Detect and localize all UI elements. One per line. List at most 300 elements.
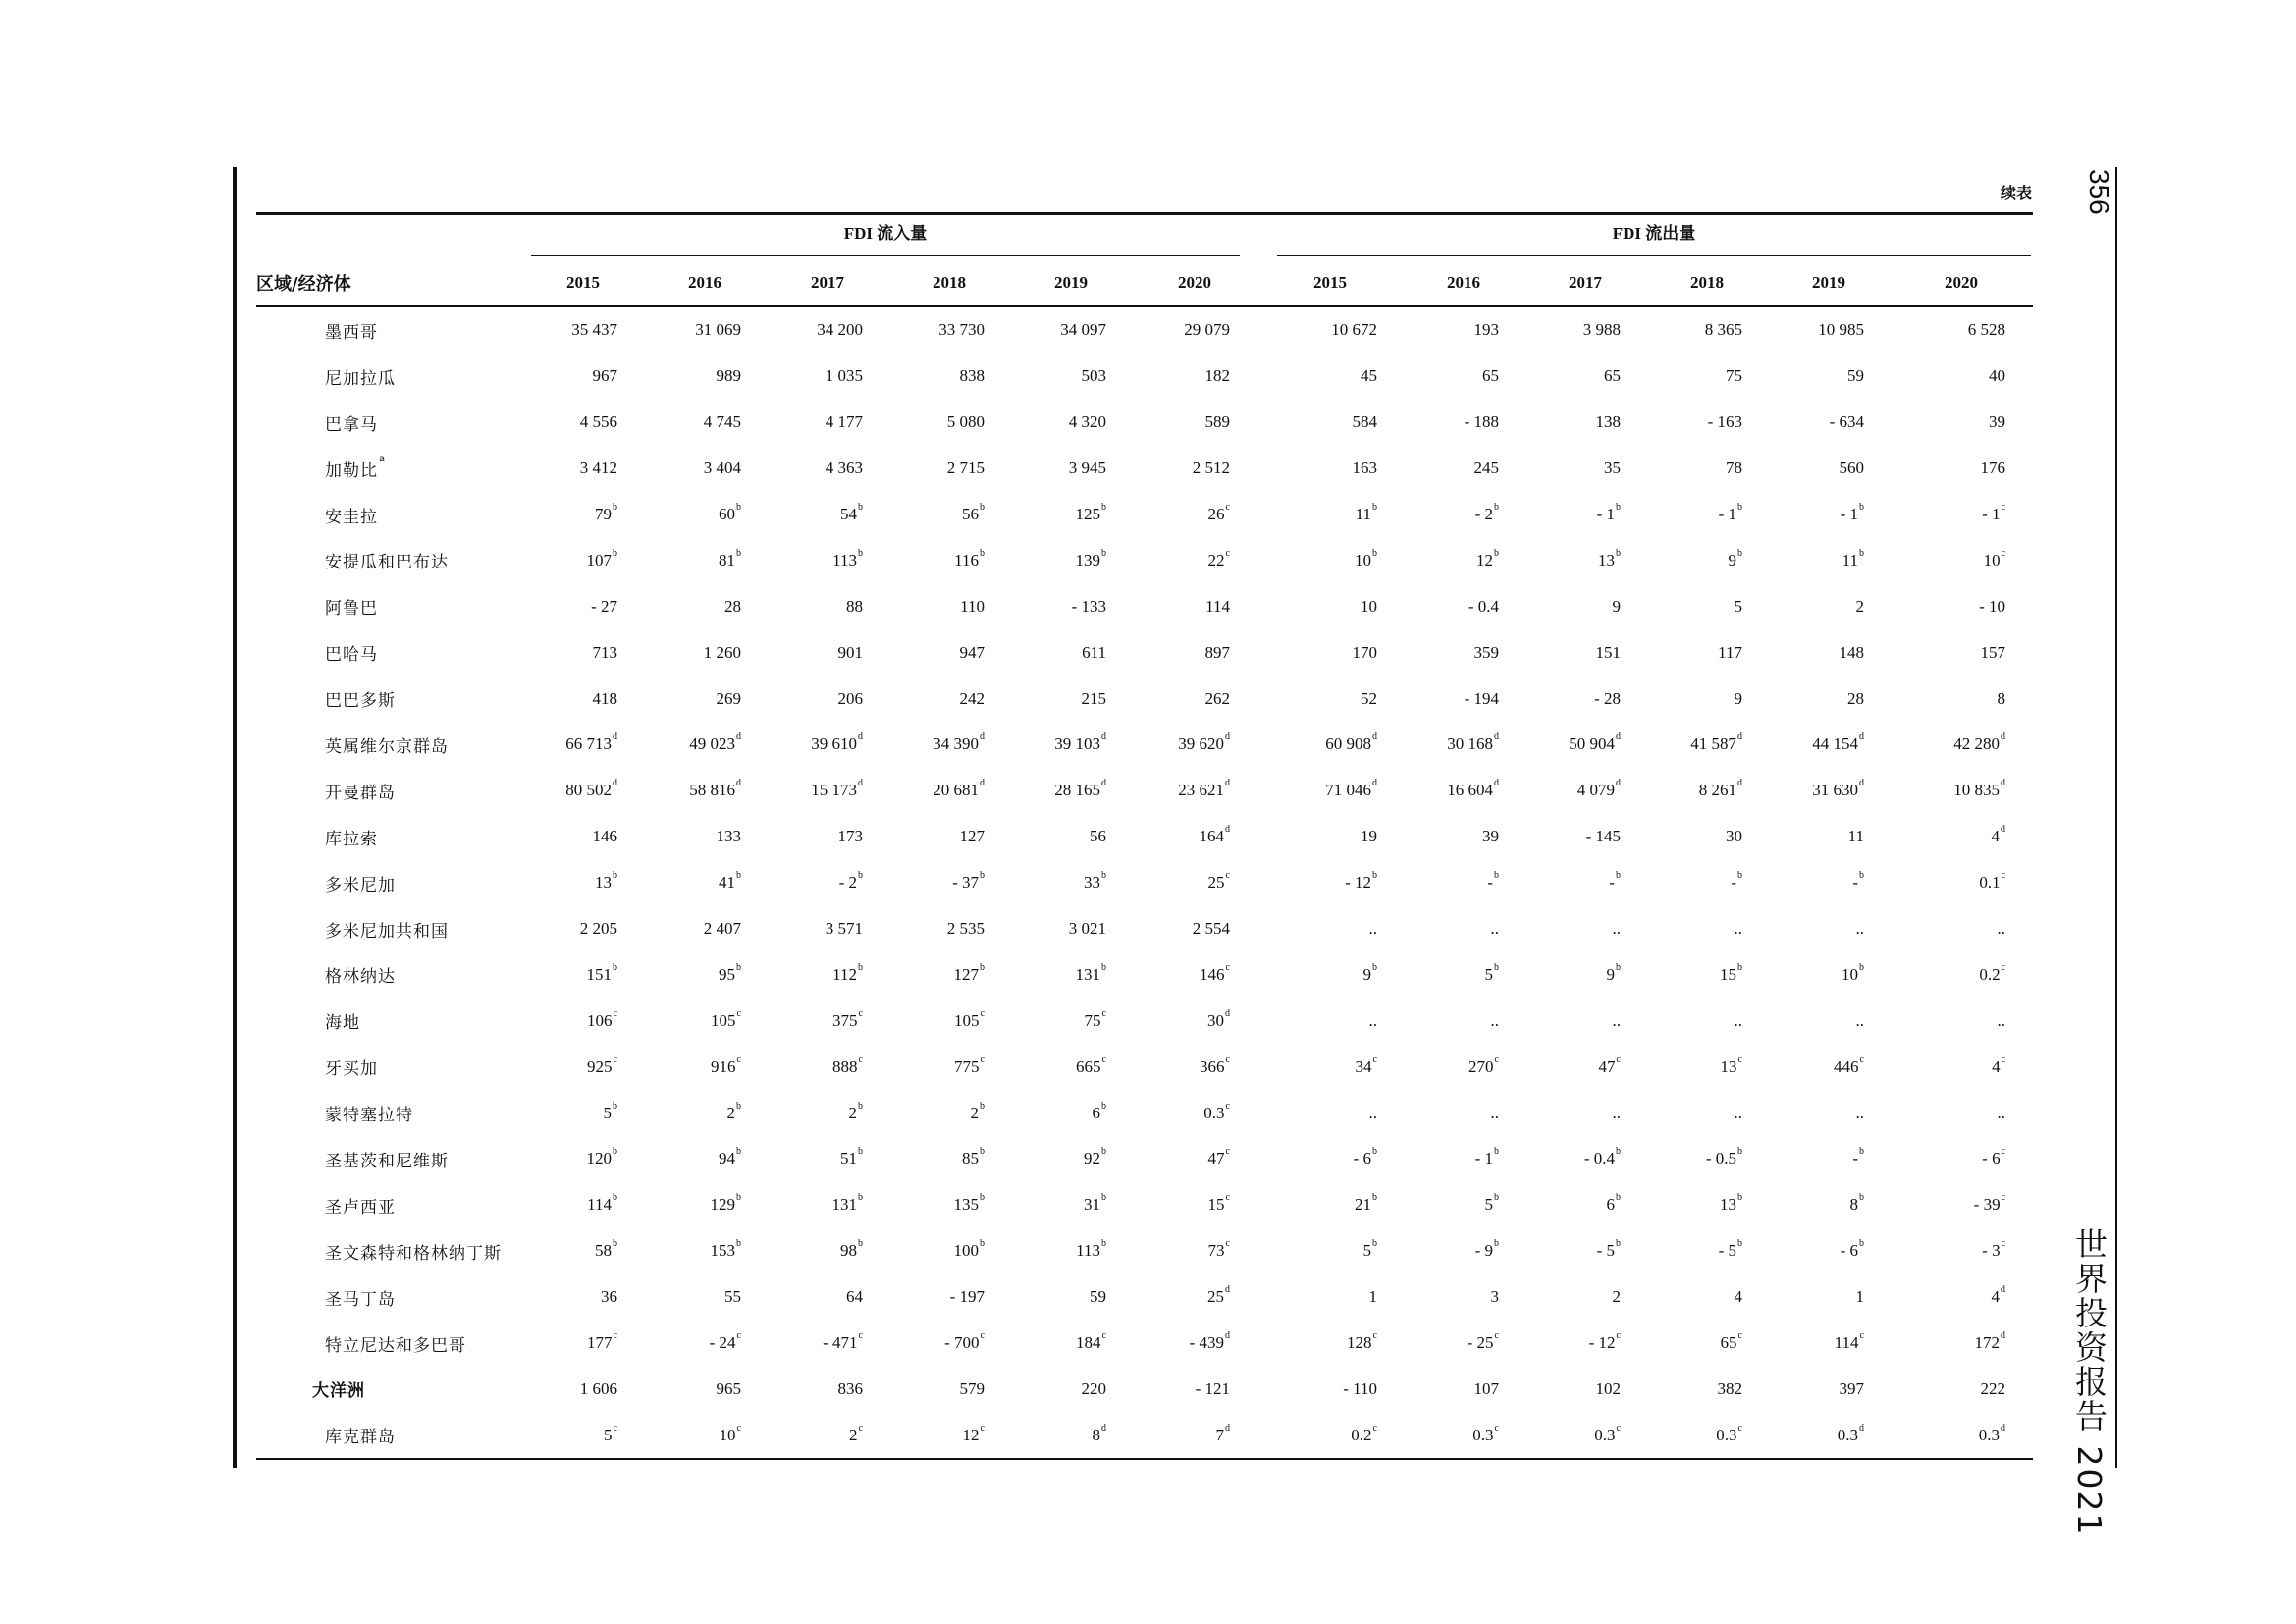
inflow-cell (643, 906, 767, 952)
cell-value: 446 (1834, 1056, 1859, 1076)
footnote-marker: b (980, 1146, 985, 1158)
economy-name (256, 1090, 523, 1136)
footnote-marker: a (379, 453, 387, 464)
inflow-cell (1010, 1366, 1132, 1412)
outflow-cell (1403, 1136, 1524, 1182)
footnote-marker: c (858, 1422, 863, 1434)
cell-value: 206 (837, 688, 863, 708)
outflow-cell (1890, 583, 2033, 629)
table-row (256, 1321, 2033, 1367)
cell-value: 33 730 (938, 320, 985, 340)
inflow-cell (643, 446, 767, 492)
table-row (256, 951, 2033, 998)
inflow-cell (888, 1228, 1010, 1274)
outflow-cell (1768, 583, 1890, 629)
outflow-cell (1890, 1274, 2033, 1321)
year-header: 2017 (767, 260, 888, 306)
outflow-group-header (1257, 215, 2033, 260)
inflow-cell (1132, 906, 1257, 952)
inflow-cell (643, 583, 767, 629)
cell-value: 107 (586, 550, 612, 569)
cell-value: 75 (1726, 366, 1742, 386)
cell-value: 6 528 (1967, 320, 2006, 340)
cell-value: 30 168 (1447, 734, 1493, 754)
cell-value: 113 (1076, 1241, 1100, 1261)
cell-value: 151 (586, 964, 612, 984)
cell-value: 39 103 (1054, 734, 1100, 754)
cell-value: 5 (1484, 964, 1493, 984)
economy-name-text: 多米尼加共和国 (325, 921, 449, 942)
footnote-marker: d (2001, 731, 2006, 743)
cell-value: 11 (1847, 827, 1864, 846)
footnote-marker: c (736, 1007, 741, 1019)
outflow-cell (1257, 1274, 1403, 1321)
cell-value: 129 (710, 1195, 735, 1215)
outflow-cell (1768, 1090, 1890, 1136)
cell-value: 901 (837, 642, 863, 662)
cell-value: - 24 (709, 1333, 736, 1353)
outflow-cell (1257, 676, 1403, 722)
year-header: 2015 (1257, 260, 1403, 306)
cell-value: 611 (1082, 642, 1106, 662)
footnote-marker: c (1225, 1238, 1230, 1250)
cell-value: - 12 (1588, 1333, 1616, 1353)
footnote-marker: b (1101, 1100, 1106, 1111)
inflow-cell (767, 676, 888, 722)
footnote-marker: c (980, 1007, 985, 1019)
cell-value: 164 (1199, 827, 1224, 846)
footnote-marker: c (1372, 1054, 1377, 1065)
cell-value: 3 (1490, 1287, 1499, 1307)
cell-value: 42 280 (1953, 734, 2001, 754)
year-header: 2020 (1890, 260, 2033, 306)
footnote-marker: b (1616, 547, 1621, 559)
region-header-spacer (256, 215, 523, 260)
cell-value: 151 (1595, 642, 1621, 662)
outflow-cell (1646, 1182, 1768, 1228)
outflow-cell (1646, 1136, 1768, 1182)
inflow-cell (1132, 1090, 1257, 1136)
inflow-cell (1010, 1044, 1132, 1090)
inflow-cell (888, 676, 1010, 722)
cell-value: - 188 (1464, 412, 1499, 432)
table-row (256, 1366, 2033, 1412)
cell-value: 4 363 (825, 459, 863, 478)
cell-value: 71 046 (1325, 781, 1371, 800)
cell-value: 0.2 (1979, 964, 2001, 984)
cell-value: 177 (587, 1333, 613, 1353)
footnote-marker: c (1494, 1054, 1499, 1065)
cell-value: 30 (1207, 1010, 1224, 1030)
inflow-cell (767, 1044, 888, 1090)
outflow-cell (1403, 446, 1524, 492)
cell-value: - 1 (1840, 505, 1858, 523)
inflow-cell (643, 537, 767, 583)
footnote-marker: b (980, 547, 985, 559)
outflow-cell (1524, 1321, 1646, 1367)
footnote-marker: c (1225, 961, 1230, 973)
cell-value: 838 (959, 366, 985, 386)
inflow-cell (1010, 353, 1132, 400)
footnote-marker: b (736, 870, 741, 882)
cell-value: 19 (1361, 827, 1377, 846)
footnote-marker: c (1616, 1330, 1621, 1342)
outflow-cell (1768, 906, 1890, 952)
cell-value: 1 (1368, 1287, 1377, 1307)
cell-value: .. (1368, 1103, 1377, 1122)
outflow-cell (1524, 1228, 1646, 1274)
cell-value: 5 (1484, 1195, 1493, 1215)
cell-value: 2 (848, 1103, 857, 1122)
cell-value: 7 (1215, 1425, 1224, 1444)
outflow-cell (1768, 446, 1890, 492)
inflow-cell (767, 814, 888, 860)
cell-value: - 5 (1596, 1241, 1615, 1261)
footnote-marker: c (2001, 547, 2006, 559)
cell-value: 775 (954, 1056, 980, 1076)
economy-name (256, 1044, 523, 1090)
cell-value: 222 (1980, 1379, 2006, 1398)
cell-value: 897 (1204, 642, 1230, 662)
outflow-cell (1646, 446, 1768, 492)
footnote-marker: c (1737, 1330, 1742, 1342)
inflow-cell (1010, 1321, 1132, 1367)
cell-value: 105 (954, 1010, 980, 1030)
inflow-cell (523, 1182, 643, 1228)
economy-name (256, 353, 523, 400)
inflow-cell (767, 1366, 888, 1412)
cell-value: 114 (587, 1195, 612, 1215)
cell-value: 10 (1361, 596, 1377, 616)
cell-value: 10 (719, 1425, 736, 1444)
inflow-cell (523, 722, 643, 768)
outflow-cell (1646, 1321, 1768, 1367)
outflow-cell (1257, 1090, 1403, 1136)
cell-value: - 1 (1596, 505, 1615, 523)
footnote-marker: d (1225, 1330, 1230, 1342)
cell-value: 47 (1207, 1149, 1225, 1168)
cell-value: 16 604 (1447, 781, 1493, 800)
footnote-marker: b (1101, 961, 1106, 973)
cell-value: 78 (1726, 459, 1742, 478)
cell-value: 15 (1720, 964, 1736, 984)
economy-name-text: 库拉索 (325, 829, 378, 849)
economy-name-text: 蒙特塞拉特 (325, 1106, 413, 1126)
footnote-marker: c (1225, 1054, 1230, 1065)
outflow-cell (1890, 860, 2033, 906)
footnote-marker: c (1225, 547, 1230, 559)
cell-value: .. (1490, 1103, 1499, 1122)
table-row (256, 1090, 2033, 1136)
cell-value: 10 (1983, 550, 2001, 569)
footnote-marker: d (1859, 778, 1864, 789)
outflow-cell (1524, 676, 1646, 722)
economy-name (256, 446, 523, 492)
cell-value: 1 035 (825, 366, 863, 386)
footnote-marker: b (1616, 502, 1621, 513)
inflow-cell (523, 951, 643, 998)
inflow-cell (523, 906, 643, 952)
cell-value: 579 (959, 1379, 985, 1398)
footnote-marker: d (1737, 778, 1742, 789)
footnote-marker: b (1372, 547, 1377, 559)
inflow-cell (523, 446, 643, 492)
outflow-cell (1768, 400, 1890, 446)
footnote-marker: d (1225, 1422, 1230, 1434)
inflow-cell (1132, 492, 1257, 538)
outflow-cell (1524, 583, 1646, 629)
inflow-cell (523, 1228, 643, 1274)
inflow-cell (888, 722, 1010, 768)
footnote-marker: b (858, 502, 863, 513)
footnote-marker: c (858, 1054, 863, 1065)
table-row (256, 446, 2033, 492)
footnote-marker: d (1225, 778, 1230, 789)
cell-value: 269 (716, 688, 741, 708)
inflow-cell (767, 492, 888, 538)
footnote-marker: b (980, 1100, 985, 1111)
cell-value: 117 (1718, 642, 1742, 662)
outflow-cell (1646, 306, 1768, 353)
cell-value: .. (1612, 919, 1621, 939)
footnote-marker: d (1225, 731, 1230, 743)
outflow-cell (1646, 537, 1768, 583)
cell-value: 0.1 (1979, 873, 2001, 893)
outflow-cell (1524, 1182, 1646, 1228)
inflow-cell (1010, 722, 1132, 768)
inflow-cell (643, 722, 767, 768)
cell-value: 102 (1595, 1379, 1621, 1398)
economy-name-text: 圣基茨和尼维斯 (325, 1151, 449, 1171)
footnote-marker: c (858, 1007, 863, 1019)
cell-value: 22 (1207, 550, 1225, 569)
footnote-marker: c (980, 1330, 985, 1342)
cell-value: 173 (837, 827, 863, 846)
cell-value: 116 (954, 550, 979, 569)
inflow-cell (888, 1366, 1010, 1412)
table-row (256, 1412, 2033, 1459)
footnote-marker: c (2001, 1146, 2006, 1158)
inflow-cell (1010, 583, 1132, 629)
footnote-marker: b (1494, 1192, 1499, 1204)
cell-value: 2 407 (703, 919, 741, 939)
cell-value: .. (1612, 1103, 1621, 1122)
cell-value: - 634 (1829, 412, 1864, 432)
cell-value: 41 (719, 873, 735, 893)
inflow-cell (1010, 951, 1132, 998)
inflow-cell (888, 583, 1010, 629)
outflow-cell (1646, 1228, 1768, 1274)
inflow-cell (767, 537, 888, 583)
table-row (256, 306, 2033, 353)
cell-value: - 0.5 (1705, 1149, 1736, 1168)
cell-value: - 145 (1585, 827, 1621, 846)
cell-value: 131 (831, 1195, 857, 1215)
outflow-cell (1768, 629, 1890, 676)
economy-name-text: 巴哈马 (325, 645, 378, 666)
cell-value: 25 (1207, 873, 1225, 893)
outflow-cell (1768, 1182, 1890, 1228)
year-header: 2016 (1403, 260, 1524, 306)
footnote-marker: c (1737, 1054, 1742, 1065)
outflow-cell (1890, 814, 2033, 860)
cell-value: 138 (1595, 412, 1621, 432)
cell-value: 836 (837, 1379, 863, 1398)
footnote-marker: b (736, 1192, 741, 1204)
cell-value: 1 606 (579, 1379, 617, 1398)
cell-value: 947 (959, 642, 985, 662)
cell-value: 35 (1604, 459, 1621, 478)
cell-value: 35 437 (571, 320, 617, 340)
cell-value: 4 556 (579, 412, 617, 432)
cell-value: 15 (1207, 1195, 1225, 1215)
economy-name-text: 加勒比 (325, 460, 378, 481)
inflow-cell (1132, 1412, 1257, 1459)
inflow-cell (767, 1412, 888, 1459)
cell-value: 4 (1991, 1287, 2001, 1307)
cell-value: .. (1997, 1010, 2006, 1030)
cell-value: 146 (592, 827, 617, 846)
outflow-cell (1524, 722, 1646, 768)
cell-value: .. (1734, 1010, 1742, 1030)
cell-value: - 471 (823, 1333, 858, 1353)
inflow-cell (643, 1182, 767, 1228)
footnote-marker: b (1372, 870, 1377, 882)
cell-value: 28 (1847, 688, 1864, 708)
cell-value: 65 (1482, 366, 1499, 386)
inflow-cell (1010, 1274, 1132, 1321)
footnote-marker: b (858, 1192, 863, 1204)
outflow-cell (1768, 492, 1890, 538)
outflow-cell (1257, 951, 1403, 998)
footnote-marker: c (1859, 1330, 1864, 1342)
table-row (256, 1274, 2033, 1321)
footnote-marker: b (1494, 961, 1499, 973)
cell-value: 107 (1473, 1379, 1499, 1398)
footnote-marker: c (858, 1330, 863, 1342)
cell-value: 95 (719, 964, 735, 984)
cell-value: 6 (1606, 1195, 1615, 1215)
outflow-cell (1524, 951, 1646, 998)
footnote-marker: c (1494, 1422, 1499, 1434)
outflow-header-label: FDI 流出量 (1612, 224, 1696, 243)
outflow-cell (1646, 492, 1768, 538)
cell-value: 73 (1207, 1241, 1225, 1261)
outflow-cell (1403, 1182, 1524, 1228)
cell-value: 3 404 (703, 459, 741, 478)
footnote-marker: b (858, 1238, 863, 1250)
cell-value: 50 904 (1569, 734, 1615, 754)
cell-value: 176 (1980, 459, 2006, 478)
inflow-cell (523, 1044, 643, 1090)
outflow-cell (1524, 768, 1646, 814)
year-header-row (256, 260, 2033, 306)
outflow-cell (1257, 814, 1403, 860)
footnote-marker: b (858, 1146, 863, 1158)
outflow-cell (1257, 998, 1403, 1044)
cell-value: 665 (1076, 1056, 1101, 1076)
economy-name-text: 墨西哥 (325, 322, 378, 343)
cell-value: - 9 (1474, 1241, 1493, 1261)
cell-value: 184 (1076, 1333, 1101, 1353)
cell-value: 2 554 (1192, 919, 1230, 939)
outflow-cell (1524, 306, 1646, 353)
cell-value: 60 (719, 505, 735, 523)
table-row (256, 722, 2033, 768)
inflow-cell (888, 400, 1010, 446)
footnote-marker: d (1372, 731, 1377, 743)
outflow-cell (1403, 306, 1524, 353)
cell-value: .. (1997, 1103, 2006, 1122)
cell-value: 9 (1606, 964, 1615, 984)
inflow-cell (523, 676, 643, 722)
cell-value: 47 (1598, 1056, 1616, 1076)
footnote-marker: b (1101, 1146, 1106, 1158)
outflow-cell (1524, 814, 1646, 860)
economy-name (256, 583, 523, 629)
economy-name (256, 537, 523, 583)
inflow-cell (643, 353, 767, 400)
cell-value: 220 (1081, 1379, 1106, 1398)
cell-value: - 0.4 (1583, 1149, 1615, 1168)
inflow-cell (643, 1044, 767, 1090)
inflow-cell (1132, 629, 1257, 676)
table-row (256, 400, 2033, 446)
cell-value: 0.3 (1472, 1425, 1494, 1444)
cell-value: 4 745 (703, 412, 741, 432)
footnote-marker: c (1859, 1054, 1864, 1065)
outflow-cell (1257, 306, 1403, 353)
economy-name (256, 676, 523, 722)
year-header: 2016 (643, 260, 767, 306)
economy-name (256, 400, 523, 446)
cell-value: 52 (1361, 688, 1377, 708)
table-row (256, 492, 2033, 538)
cell-value: 131 (1075, 964, 1100, 984)
cell-value: 10 (1355, 550, 1371, 569)
inflow-cell (1010, 676, 1132, 722)
cell-value: - 133 (1071, 596, 1106, 616)
outflow-cell (1403, 860, 1524, 906)
outflow-cell (1890, 1228, 2033, 1274)
inflow-cell (1010, 537, 1132, 583)
footnote-marker: b (1859, 1146, 1864, 1158)
footnote-marker: b (613, 502, 617, 513)
footnote-marker: b (980, 502, 985, 513)
cell-value: 49 023 (689, 734, 735, 754)
footnote-marker: d (1101, 1422, 1106, 1434)
cell-value: 13 (1720, 1195, 1736, 1215)
inflow-cell (767, 951, 888, 998)
footnote-marker: d (2001, 1284, 2006, 1296)
cell-value: 2 205 (579, 919, 617, 939)
outflow-cell (1646, 768, 1768, 814)
cell-value: 10 985 (1818, 320, 1864, 340)
outflow-cell (1646, 906, 1768, 952)
inflow-cell (1132, 1044, 1257, 1090)
table-row (256, 814, 2033, 860)
inflow-cell (1010, 860, 1132, 906)
outflow-cell (1768, 860, 1890, 906)
cell-value: - 1 (1982, 505, 2001, 523)
outflow-cell (1257, 768, 1403, 814)
cell-value: 2 (970, 1103, 979, 1122)
footnote-marker: d (1225, 1007, 1230, 1019)
table-row (256, 629, 2033, 676)
inflow-cell (523, 492, 643, 538)
cell-value: - 5 (1718, 1241, 1736, 1261)
outflow-cell (1403, 353, 1524, 400)
